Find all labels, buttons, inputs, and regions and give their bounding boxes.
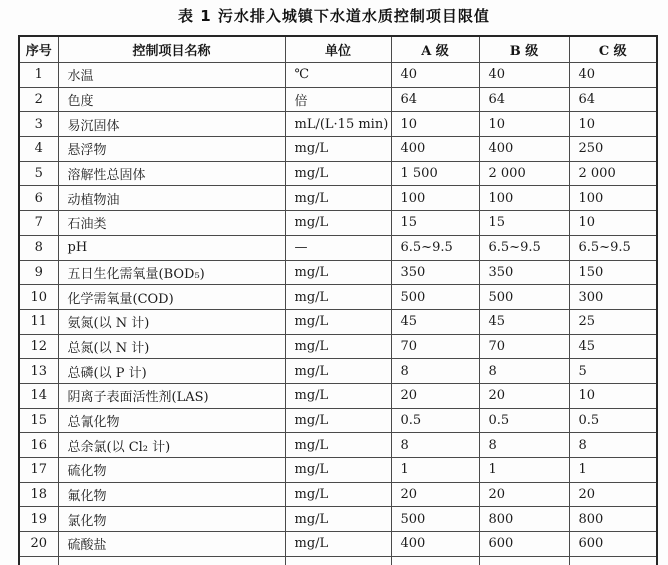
grade-a-limit: 8: [391, 433, 479, 458]
empty-cell: [19, 556, 58, 565]
grade-b-limit: 70: [479, 334, 569, 359]
empty-cell: [479, 556, 569, 565]
unit: mg/L: [285, 260, 391, 285]
item-name: 化学需氧量(COD): [58, 285, 285, 310]
table-row: [19, 63, 657, 88]
item-name: 动植物油: [58, 186, 285, 211]
grade-c-limit: 10: [569, 112, 657, 137]
row-number: 1: [19, 63, 58, 88]
grade-a-limit: 1: [391, 458, 479, 483]
grade-b-limit: 20: [479, 482, 569, 507]
column-header-grade-a-limit: A 级: [391, 36, 479, 63]
unit: mg/L: [285, 507, 391, 532]
row-number: 6: [19, 186, 58, 211]
unit: 倍: [285, 87, 391, 112]
unit: mg/L: [285, 458, 391, 483]
grade-b-limit: 350: [479, 260, 569, 285]
row-number: 18: [19, 482, 58, 507]
column-header-unit: 单位: [285, 36, 391, 63]
grade-a-limit: 400: [391, 532, 479, 557]
item-name: 总氰化物: [58, 408, 285, 433]
column-header-row-number: 序号: [19, 36, 58, 63]
item-name: 石油类: [58, 211, 285, 236]
table-row: [19, 161, 657, 186]
table-row: [19, 211, 657, 236]
grade-a-limit: 0.5: [391, 408, 479, 433]
table-row: [19, 260, 657, 285]
grade-b-limit: 2 000: [479, 161, 569, 186]
grade-b-limit: 8: [479, 359, 569, 384]
row-number: 4: [19, 137, 58, 162]
unit: mg/L: [285, 408, 391, 433]
grade-a-limit: 45: [391, 309, 479, 334]
grade-c-limit: 250: [569, 137, 657, 162]
grade-b-limit: 64: [479, 87, 569, 112]
grade-b-limit: 100: [479, 186, 569, 211]
row-number: 13: [19, 359, 58, 384]
grade-c-limit: 6.5~9.5: [569, 235, 657, 260]
unit: ℃: [285, 63, 391, 88]
grade-a-limit: 8: [391, 359, 479, 384]
row-number: 8: [19, 235, 58, 260]
grade-c-limit: 150: [569, 260, 657, 285]
grade-c-limit: 10: [569, 383, 657, 408]
row-number: 9: [19, 260, 58, 285]
item-name: 硫酸盐: [58, 532, 285, 557]
item-name: 悬浮物: [58, 137, 285, 162]
table-row: [19, 87, 657, 112]
table-row: [19, 309, 657, 334]
grade-a-limit: 500: [391, 285, 479, 310]
water-quality-limits-table: [18, 35, 658, 565]
grade-a-limit: 64: [391, 87, 479, 112]
unit: —: [285, 235, 391, 260]
item-name: 总氮(以 N 计): [58, 334, 285, 359]
table-row: [19, 334, 657, 359]
grade-a-limit: 10: [391, 112, 479, 137]
grade-c-limit: 800: [569, 507, 657, 532]
grade-b-limit: 6.5~9.5: [479, 235, 569, 260]
row-number: 11: [19, 309, 58, 334]
row-number: 15: [19, 408, 58, 433]
item-name: 氨氮(以 N 计): [58, 309, 285, 334]
grade-a-limit: 15: [391, 211, 479, 236]
unit: mg/L: [285, 211, 391, 236]
table-row: [19, 383, 657, 408]
empty-cell: [285, 556, 391, 565]
item-name: pH: [58, 235, 285, 260]
grade-c-limit: 600: [569, 532, 657, 557]
table-body: [19, 63, 657, 565]
grade-b-limit: 15: [479, 211, 569, 236]
row-number: 19: [19, 507, 58, 532]
item-name: 五日生化需氧量(BOD₅): [58, 260, 285, 285]
row-number: 7: [19, 211, 58, 236]
item-name: 总磷(以 P 计): [58, 359, 285, 384]
grade-c-limit: 0.5: [569, 408, 657, 433]
row-number: 16: [19, 433, 58, 458]
table-row: [19, 532, 657, 557]
grade-c-limit: 64: [569, 87, 657, 112]
unit: mg/L: [285, 383, 391, 408]
grade-c-limit: 8: [569, 433, 657, 458]
grade-c-limit: 10: [569, 211, 657, 236]
grade-b-limit: 400: [479, 137, 569, 162]
row-number: 5: [19, 161, 58, 186]
unit: mg/L: [285, 359, 391, 384]
table-row: [19, 482, 657, 507]
grade-a-limit: 70: [391, 334, 479, 359]
grade-b-limit: 40: [479, 63, 569, 88]
table-row: [19, 507, 657, 532]
item-name: 总余氯(以 Cl₂ 计): [58, 433, 285, 458]
grade-c-limit: 300: [569, 285, 657, 310]
item-name: 水温: [58, 63, 285, 88]
unit: mg/L: [285, 186, 391, 211]
row-number: 10: [19, 285, 58, 310]
item-name: 氯化物: [58, 507, 285, 532]
grade-b-limit: 1: [479, 458, 569, 483]
unit: mg/L: [285, 433, 391, 458]
table-row: [19, 235, 657, 260]
row-number: 14: [19, 383, 58, 408]
table-row-partial: [19, 556, 657, 565]
table-row: [19, 458, 657, 483]
empty-cell: [391, 556, 479, 565]
grade-c-limit: 25: [569, 309, 657, 334]
column-header-grade-c-limit: C 级: [569, 36, 657, 63]
item-name: 溶解性总固体: [58, 161, 285, 186]
table-row: [19, 137, 657, 162]
grade-b-limit: 0.5: [479, 408, 569, 433]
grade-b-limit: 600: [479, 532, 569, 557]
column-header-grade-b-limit: B 级: [479, 36, 569, 63]
row-number: 2: [19, 87, 58, 112]
grade-a-limit: 100: [391, 186, 479, 211]
row-number: 20: [19, 532, 58, 557]
table-row: [19, 408, 657, 433]
item-name: 氟化物: [58, 482, 285, 507]
row-number: 3: [19, 112, 58, 137]
table-row: [19, 112, 657, 137]
grade-b-limit: 45: [479, 309, 569, 334]
grade-b-limit: 20: [479, 383, 569, 408]
table-row: [19, 186, 657, 211]
grade-a-limit: 20: [391, 383, 479, 408]
row-number: 12: [19, 334, 58, 359]
table-row: [19, 433, 657, 458]
grade-c-limit: 45: [569, 334, 657, 359]
grade-a-limit: 40: [391, 63, 479, 88]
grade-c-limit: 5: [569, 359, 657, 384]
empty-cell: [569, 556, 657, 565]
grade-c-limit: 20: [569, 482, 657, 507]
grade-a-limit: 1 500: [391, 161, 479, 186]
column-header-item-name: 控制项目名称: [58, 36, 285, 63]
unit: mg/L: [285, 334, 391, 359]
table-title: 表 1 污水排入城镇下水道水质控制项目限值: [178, 7, 490, 25]
unit: mg/L: [285, 285, 391, 310]
unit: mg/L: [285, 137, 391, 162]
unit: mL/(L·15 min): [285, 112, 391, 137]
grade-a-limit: 6.5~9.5: [391, 235, 479, 260]
table-row: [19, 285, 657, 310]
grade-b-limit: 10: [479, 112, 569, 137]
grade-c-limit: 100: [569, 186, 657, 211]
grade-c-limit: 40: [569, 63, 657, 88]
grade-c-limit: 2 000: [569, 161, 657, 186]
row-number: 17: [19, 458, 58, 483]
grade-b-limit: 800: [479, 507, 569, 532]
grade-b-limit: 500: [479, 285, 569, 310]
grade-c-limit: 1: [569, 458, 657, 483]
item-name: 色度: [58, 87, 285, 112]
item-name: 硫化物: [58, 458, 285, 483]
unit: mg/L: [285, 161, 391, 186]
item-name: 易沉固体: [58, 112, 285, 137]
empty-cell: [58, 556, 285, 565]
grade-a-limit: 400: [391, 137, 479, 162]
grade-b-limit: 8: [479, 433, 569, 458]
unit: mg/L: [285, 532, 391, 557]
header-row: [19, 36, 657, 63]
grade-a-limit: 20: [391, 482, 479, 507]
unit: mg/L: [285, 309, 391, 334]
table-row: [19, 359, 657, 384]
grade-a-limit: 500: [391, 507, 479, 532]
item-name: 阴离子表面活性剂(LAS): [58, 383, 285, 408]
grade-a-limit: 350: [391, 260, 479, 285]
unit: mg/L: [285, 482, 391, 507]
